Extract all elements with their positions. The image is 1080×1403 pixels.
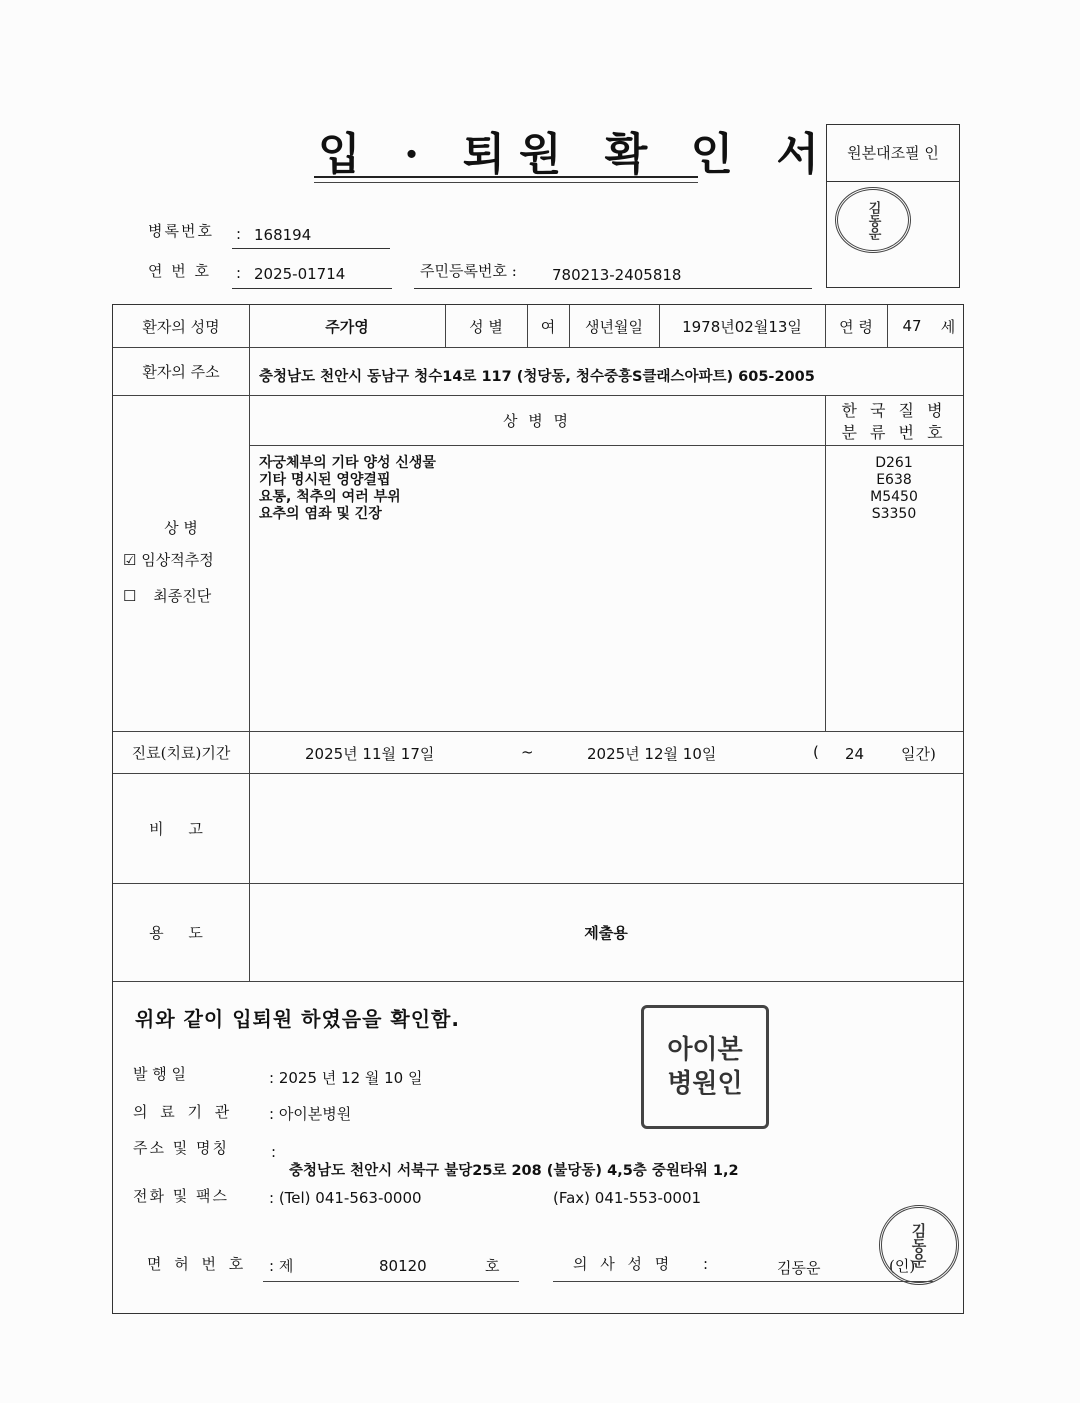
treatment-days: 24	[845, 745, 865, 763]
fax-value: (Fax) 041-553-0001	[553, 1189, 702, 1207]
kcd-code-list	[825, 455, 963, 523]
institution-address: 충청남도 천안시 서북구 불당25로 208 (불당동) 4,5층 중원타워 1,2	[289, 1163, 739, 1179]
serial-no-sep: :	[236, 264, 242, 282]
chart-no-underline	[232, 248, 390, 249]
diagnosis-name-header: 상 병 명	[502, 411, 571, 430]
hospital-seal	[641, 1005, 769, 1129]
title-underline-thin	[314, 182, 698, 183]
title-underline	[314, 176, 698, 178]
final-diagnosis-checkbox: ☐	[123, 587, 137, 605]
resident-no-underline	[414, 288, 812, 289]
final-diagnosis-label: 최종진단	[153, 587, 212, 605]
kcd-code: D261	[875, 455, 913, 471]
license-prefix: : 제	[269, 1257, 294, 1275]
issue-date-value: : 2025 년 12 월 10 일	[269, 1069, 423, 1087]
doctor-seal	[879, 1205, 959, 1285]
clinical-estimate-option	[123, 549, 214, 570]
doctor-seal-text: 김동운	[909, 1222, 928, 1268]
license-label: 면 허 번 호	[147, 1255, 248, 1273]
chart-no-value: 168194	[254, 226, 312, 244]
verification-seal-text: 김동운	[865, 200, 881, 240]
serial-no-underline	[232, 288, 392, 289]
treatment-period-tilde: ~	[521, 743, 534, 761]
age-unit: 세	[940, 317, 956, 336]
clinical-estimate-checkbox: ☑	[123, 551, 137, 569]
serial-no-label: 연 번 호	[148, 262, 212, 280]
patient-name-label: 환자의 성명	[142, 317, 220, 336]
diagnosis-list	[259, 455, 436, 523]
confirmation-statement: 위와 같이 입퇴원 하였음을 확인함.	[135, 1007, 460, 1031]
doctor-name: 김동운	[777, 1259, 821, 1277]
patient-address-label: 환자의 주소	[142, 362, 220, 381]
patient-address: 충청남도 천안시 동남구 청수14로 117 (청당동, 청수중흥S클래스아파트) 605-2005	[259, 369, 815, 385]
document-title: 입 · 퇴원 확 인 서	[318, 129, 833, 180]
diagnosis-item: 요통, 척추의 여러 부위	[259, 489, 401, 505]
diagnosis-section-label: 상 병	[164, 518, 198, 537]
license-number: 80120	[379, 1257, 427, 1275]
address-name-sep: :	[271, 1143, 277, 1161]
form-table	[112, 304, 964, 1314]
issue-date-label: 발 행 일	[133, 1065, 187, 1083]
resident-no-label: 주민등록번호 :	[420, 262, 517, 280]
hospital-seal-line2: 병원인	[667, 1069, 743, 1099]
phone-fax-label: 전화 및 팩스	[133, 1187, 229, 1205]
kcd-header-line1: 한 국 질 병	[841, 400, 947, 420]
treatment-start-date: 2025년 11월 17일	[305, 745, 435, 763]
doctor-name-sep: :	[703, 1255, 709, 1273]
original-verification-box	[826, 124, 960, 288]
resident-no-value: 780213-2405818	[552, 266, 682, 284]
treatment-end-date: 2025년 12월 10일	[587, 745, 717, 763]
kcd-code: M5450	[870, 489, 918, 505]
original-verification-label: 원본대조필 인	[827, 125, 959, 182]
diagnosis-item: 자궁체부의 기타 양성 신생물	[259, 455, 436, 471]
sex-value: 여	[540, 317, 556, 336]
clinical-estimate-label: 임상적추정	[141, 551, 214, 569]
kcd-code: E638	[876, 472, 912, 488]
chart-no-label: 병록번호	[148, 222, 214, 240]
institution-label: 의 료 기 관	[133, 1103, 234, 1121]
address-name-label: 주소 및 명칭	[133, 1139, 229, 1157]
serial-no-value: 2025-01714	[254, 265, 346, 283]
birth-label: 생년월일	[585, 317, 643, 336]
verification-seal	[835, 187, 911, 253]
treatment-period-label: 진료(치료)기간	[131, 743, 231, 762]
sex-label: 성 별	[469, 317, 503, 336]
patient-name: 주가영	[325, 317, 369, 336]
remarks-value	[249, 773, 963, 883]
institution-value: : 아이본병원	[269, 1105, 352, 1123]
kcd-code: S3350	[871, 506, 917, 522]
final-diagnosis-option	[123, 585, 211, 606]
doctor-name-label: 의 사 성 명	[573, 1255, 674, 1273]
license-suffix: 호	[485, 1257, 500, 1275]
hospital-seal-line1: 아이본	[667, 1035, 743, 1065]
doctor-seal-mark: (인)	[889, 1257, 916, 1275]
tel-value: : (Tel) 041-563-0000	[269, 1189, 422, 1207]
treatment-days-open-paren: (	[813, 743, 819, 761]
diagnosis-item: 요추의 염좌 및 긴장	[259, 506, 382, 522]
remarks-label: 비 고	[149, 819, 213, 838]
purpose-label: 용 도	[149, 923, 213, 942]
birth-value: 1978년02월13일	[682, 317, 802, 336]
chart-no-sep: :	[236, 225, 242, 243]
treatment-days-unit: 일간)	[901, 745, 936, 763]
age-label: 연 령	[839, 317, 873, 336]
purpose-value: 제출용	[584, 923, 628, 942]
kcd-header-line2: 분 류 번 호	[841, 422, 947, 442]
diagnosis-item: 기타 명시된 영양결핍	[259, 472, 391, 488]
age-value: 47	[902, 317, 922, 335]
